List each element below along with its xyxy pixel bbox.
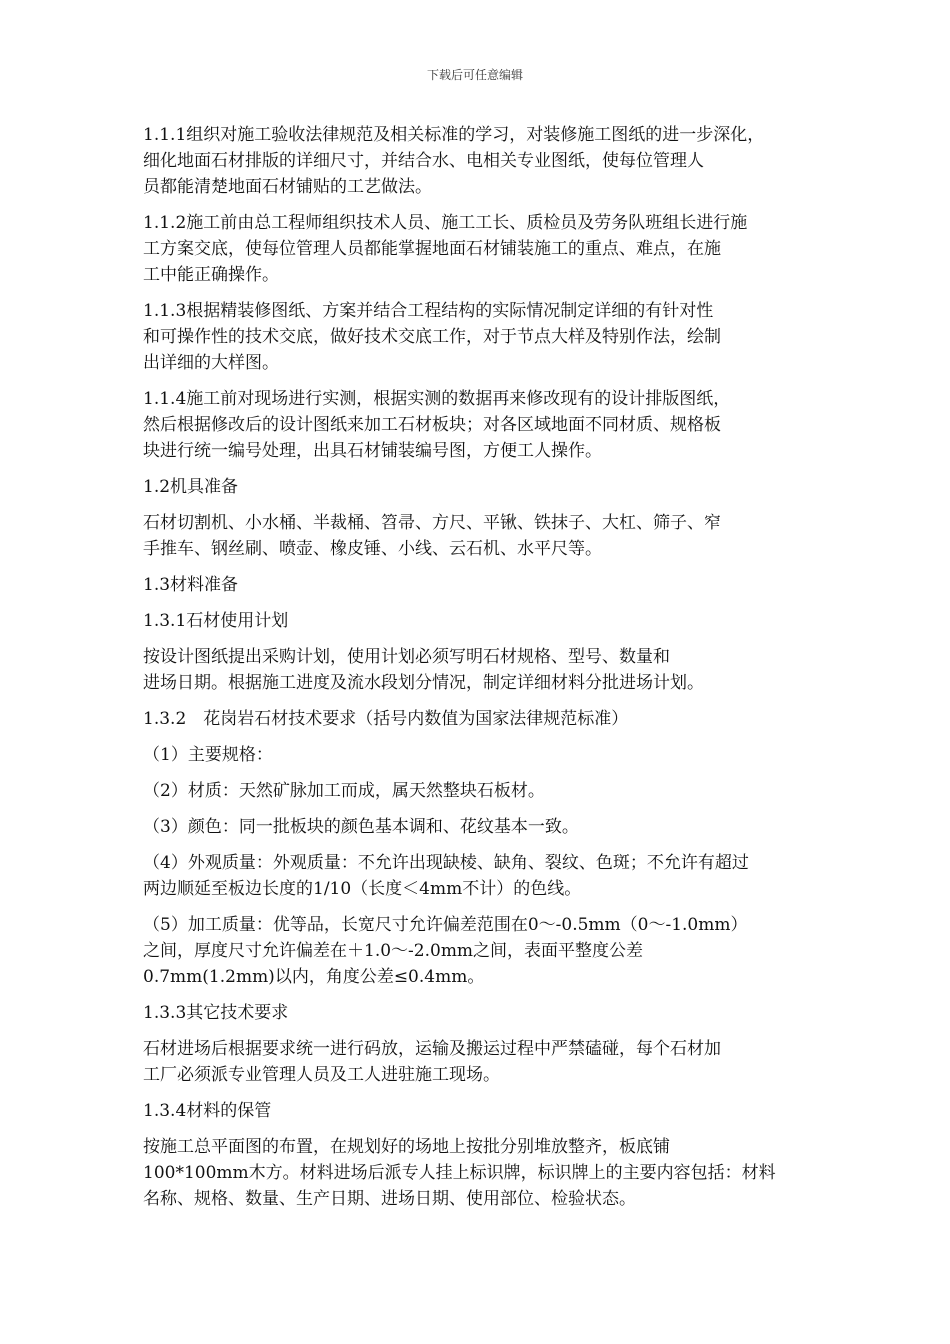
paragraph-line: 石材切割机、小水桶、半裁桶、笤帚、方尺、平锹、铁抹子、大杠、筛子、窄 bbox=[143, 513, 721, 533]
paragraph-line: 0.7mm(1.2mm)以内，角度公差≤0.4mm。 bbox=[143, 967, 485, 987]
paragraph bbox=[143, 510, 807, 562]
paragraph-line: 工中能正确操作。 bbox=[143, 265, 279, 285]
paragraph-line: 名称、规格、数量、生产日期、进场日期、使用部位、检验状态。 bbox=[143, 1189, 636, 1209]
paragraph bbox=[143, 608, 807, 634]
paragraph-line: 1.3.1石材使用计划 bbox=[143, 611, 289, 631]
paragraph-line: 1.1.4施工前对现场进行实测，根据实测的数据再来修改现有的设计排版图纸， bbox=[143, 389, 731, 409]
paragraph bbox=[143, 1134, 807, 1212]
paragraph-line: 1.3.2 花岗岩石材技术要求（括号内数值为国家法律规范标准） bbox=[143, 709, 629, 729]
paragraph-line: （2）材质：天然矿脉加工而成，属天然整块石板材。 bbox=[143, 781, 545, 801]
paragraph-line: 进场日期。根据施工进度及流水段划分情况，制定详细材料分批进场计划。 bbox=[143, 673, 704, 693]
paragraph-line: 块进行统一编号处理，出具石材铺装编号图，方便工人操作。 bbox=[143, 441, 602, 461]
paragraph bbox=[143, 474, 807, 500]
paragraph-line: （1）主要规格： bbox=[143, 745, 273, 765]
paragraph-line: 1.3.4材料的保管 bbox=[143, 1101, 272, 1121]
paragraph-line: 1.1.2施工前由总工程师组织技术人员、施工工长、质检员及劳务队班组长进行施 bbox=[143, 213, 748, 233]
paragraph-line: 1.3材料准备 bbox=[143, 575, 239, 595]
paragraph-line: 1.3.3其它技术要求 bbox=[143, 1003, 289, 1023]
paragraph bbox=[143, 386, 807, 464]
paragraph-line: 1.2机具准备 bbox=[143, 477, 239, 497]
paragraph bbox=[143, 1000, 807, 1026]
paragraph-line: 按施工总平面图的布置，在规划好的场地上按批分别堆放整齐，板底铺 bbox=[143, 1137, 670, 1157]
paragraph bbox=[143, 706, 807, 732]
paragraph bbox=[143, 850, 807, 902]
paragraph-line: 两边顺延至板边长度的1/10（长度＜4mm不计）的色线。 bbox=[143, 879, 582, 899]
paragraph-line: （5）加工质量：优等品，长宽尺寸允许偏差范围在0～-0.5mm（0～-1.0mm） bbox=[143, 915, 748, 935]
paragraph bbox=[143, 298, 807, 376]
paragraph bbox=[143, 912, 807, 990]
paragraph bbox=[143, 210, 807, 288]
paragraph-line: 1.1.1组织对施工验收法律规范及相关标准的学习，对装修施工图纸的进一步深化， bbox=[143, 125, 765, 145]
paragraph-line: 1.1.3根据精装修图纸、方案并结合工程结构的实际情况制定详细的有针对性 bbox=[143, 301, 714, 321]
page-header: 下载后可任意编辑 bbox=[426, 68, 523, 82]
paragraph-line: 出详细的大样图。 bbox=[143, 353, 279, 373]
paragraph bbox=[143, 778, 807, 804]
paragraph-line: 细化地面石材排版的详细尺寸，并结合水、电相关专业图纸，使每位管理人 bbox=[143, 151, 704, 171]
paragraph-line: 工厂必须派专业管理人员及工人进驻施工现场。 bbox=[143, 1065, 500, 1085]
paragraph-line: （4）外观质量：外观质量：不允许出现缺棱、缺角、裂纹、色斑；不允许有超过 bbox=[143, 853, 749, 873]
paragraph bbox=[143, 1036, 807, 1088]
paragraph-line: 工方案交底，使每位管理人员都能掌握地面石材铺装施工的重点、难点，在施 bbox=[143, 239, 721, 259]
paragraph-line: 然后根据修改后的设计图纸来加工石材板块；对各区域地面不同材质、规格板 bbox=[143, 415, 721, 435]
paragraph bbox=[143, 644, 807, 696]
paragraph-line: 员都能清楚地面石材铺贴的工艺做法。 bbox=[143, 177, 432, 197]
paragraph bbox=[143, 814, 807, 840]
document-body bbox=[143, 122, 807, 1222]
paragraph-line: 和可操作性的技术交底，做好技术交底工作，对于节点大样及特别作法，绘制 bbox=[143, 327, 721, 347]
paragraph bbox=[143, 122, 807, 200]
paragraph-line: （3）颜色：同一批板块的颜色基本调和、花纹基本一致。 bbox=[143, 817, 579, 837]
paragraph-line: 之间，厚度尺寸允许偏差在＋1.0～-2.0mm之间，表面平整度公差 bbox=[143, 941, 644, 961]
paragraph-line: 按设计图纸提出采购计划，使用计划必须写明石材规格、型号、数量和 bbox=[143, 647, 670, 667]
paragraph bbox=[143, 1098, 807, 1124]
paragraph-line: 石材进场后根据要求统一进行码放，运输及搬运过程中严禁磕碰，每个石材加 bbox=[143, 1039, 721, 1059]
paragraph-line: 手推车、钢丝刷、喷壶、橡皮锤、小线、云石机、水平尺等。 bbox=[143, 539, 602, 559]
paragraph-line: 100*100mm木方。材料进场后派专人挂上标识牌，标识牌上的主要内容包括：材料 bbox=[143, 1163, 776, 1183]
paragraph bbox=[143, 572, 807, 598]
paragraph bbox=[143, 742, 807, 768]
